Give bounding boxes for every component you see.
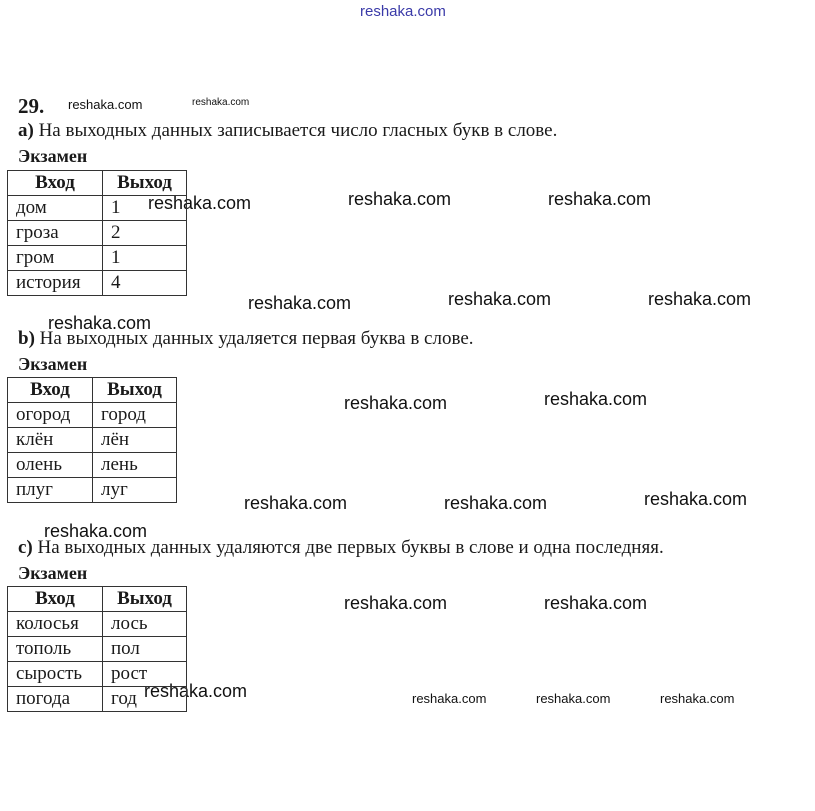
cell-input: гроза — [8, 221, 103, 246]
cell-input: погода — [8, 687, 103, 712]
task-number: 29. — [18, 94, 45, 118]
part-a-statement — [18, 120, 557, 142]
cell-output: год — [103, 687, 187, 712]
watermark: reshaka.com — [412, 691, 487, 706]
cell-input: клён — [8, 428, 93, 453]
cell-input: плуг — [8, 478, 93, 503]
table-header-row — [8, 378, 177, 403]
cell-output: 4 — [103, 271, 187, 296]
cell-output: пол — [103, 637, 187, 662]
table-row — [8, 662, 187, 687]
cell-output: рост — [103, 662, 187, 687]
table-row — [8, 246, 187, 271]
cell-output: лень — [93, 453, 177, 478]
part-c-letter: c) — [18, 537, 33, 558]
watermark: reshaka.com — [344, 393, 448, 413]
part-c-table — [7, 586, 187, 712]
part-c-text: На выходных данных удаляются две первых буквы в слове и одна последняя. — [37, 537, 664, 558]
part-b-statement — [18, 328, 474, 350]
header-input: Вход — [8, 171, 103, 196]
cell-input: колосья — [8, 612, 103, 637]
part-b-letter: b) — [18, 328, 35, 349]
header-output: Выход — [103, 171, 187, 196]
watermark: reshaka.com — [192, 97, 250, 108]
watermark: reshaka.com — [248, 293, 352, 313]
watermark: reshaka.com — [44, 521, 148, 541]
watermark: reshaka.com — [544, 593, 648, 613]
part-a-text: На выходных данных записывается число гласных букв в слове. — [38, 120, 558, 141]
cell-output: лён — [93, 428, 177, 453]
part-c-exam-label: Экзамен — [18, 563, 88, 583]
part-c-statement — [18, 537, 664, 559]
header-output: Выход — [103, 587, 187, 612]
table-row — [8, 687, 187, 712]
part-a-letter: a) — [18, 120, 34, 141]
cell-output: лось — [103, 612, 187, 637]
watermark: reshaka.com — [536, 691, 611, 706]
watermark: reshaka.com — [444, 493, 548, 513]
part-b-table — [7, 377, 177, 503]
watermark: reshaka.com — [344, 593, 448, 613]
cell-output: город — [93, 403, 177, 428]
cell-input: история — [8, 271, 103, 296]
cell-output: 1 — [103, 246, 187, 271]
header-input: Вход — [8, 587, 103, 612]
watermark: reshaka.com — [648, 289, 752, 309]
part-b-exam-label: Экзамен — [18, 354, 88, 374]
table-row — [8, 428, 177, 453]
header-input: Вход — [8, 378, 93, 403]
cell-output: 2 — [103, 221, 187, 246]
cell-output: 1 — [103, 196, 187, 221]
cell-input: дом — [8, 196, 103, 221]
part-b-text: На выходных данных удаляется первая буква в слове. — [39, 328, 474, 349]
table-row — [8, 221, 187, 246]
table-row — [8, 453, 177, 478]
cell-input: сырость — [8, 662, 103, 687]
part-a-exam-label: Экзамен — [18, 146, 88, 166]
watermark: reshaka.com — [548, 189, 652, 209]
cell-input: олень — [8, 453, 93, 478]
watermark: reshaka.com — [244, 493, 348, 513]
header-output: Выход — [93, 378, 177, 403]
table-row — [8, 271, 187, 296]
table-row — [8, 637, 187, 662]
table-header-row — [8, 171, 187, 196]
watermark: reshaka.com — [348, 189, 452, 209]
cell-input: тополь — [8, 637, 103, 662]
table-header-row — [8, 587, 187, 612]
table-row — [8, 612, 187, 637]
table-row — [8, 196, 187, 221]
watermark: reshaka.com — [148, 193, 252, 213]
cell-input: огород — [8, 403, 93, 428]
watermark: reshaka.com — [48, 313, 152, 333]
watermark-top: reshaka.com — [360, 3, 446, 20]
watermark: reshaka.com — [144, 681, 248, 701]
part-a-table — [7, 170, 187, 296]
cell-input: гром — [8, 246, 103, 271]
table-row — [8, 403, 177, 428]
watermark: reshaka.com — [644, 489, 748, 509]
cell-output: луг — [93, 478, 177, 503]
watermark: reshaka.com — [660, 691, 735, 706]
watermark: reshaka.com — [448, 289, 552, 309]
table-row — [8, 478, 177, 503]
watermark: reshaka.com — [68, 97, 143, 112]
watermark: reshaka.com — [544, 389, 648, 409]
